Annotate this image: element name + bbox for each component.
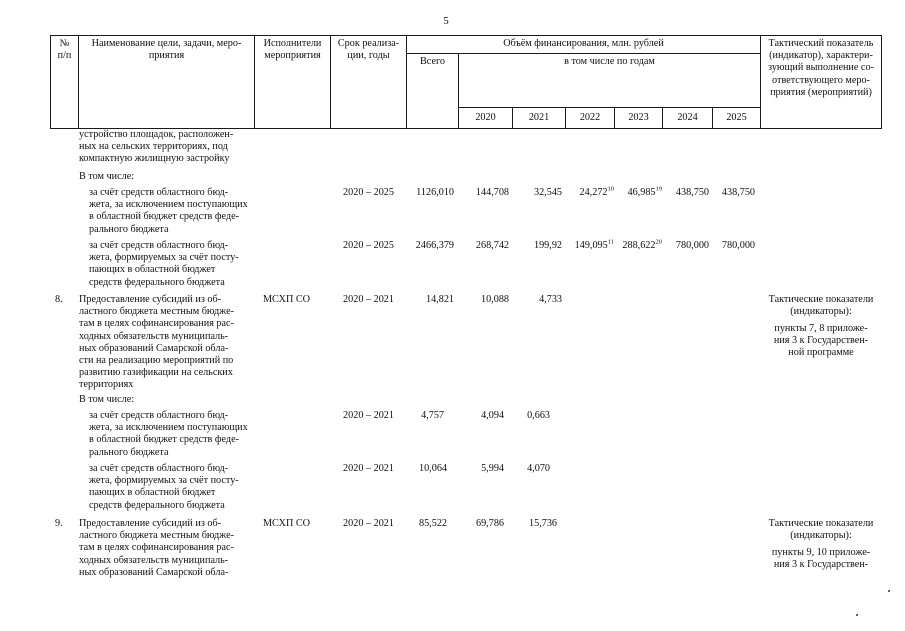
- header-year-2022: 2022: [579, 112, 601, 123]
- row-period: 2020 – 2025: [343, 187, 394, 198]
- row-2021: 15,736: [528, 518, 557, 529]
- header-num: № п/п: [57, 38, 72, 62]
- row-executor: МСХП СО: [263, 294, 311, 305]
- row-period: 2020 – 2025: [343, 240, 394, 251]
- row-total: 14,821: [425, 294, 454, 305]
- header-executors: Исполнители мероприятия: [263, 38, 322, 62]
- row-period: 2020 – 2021: [343, 294, 394, 305]
- row-name: за счёт средств областного бюд- жета, формируемых за счёт посту- пающих в областной бюджет средств федерального бюджета: [89, 240, 239, 288]
- scan-speck: [888, 590, 890, 592]
- header-by-years: в том числе по годам: [564, 56, 655, 67]
- row-name: за счёт средств областного бюд- жета, за исключением поступающих в областной бюджет средств феде- рального бюджета: [89, 410, 248, 458]
- row-executor: МСХП СО: [263, 518, 311, 529]
- row-2023: 46,985$^{19}$: [627, 185, 662, 198]
- row-2023: 288,622$^{20}$: [622, 238, 662, 251]
- row-total: 2466,379: [415, 240, 454, 251]
- header-total: Всего: [420, 56, 445, 67]
- row-total: 1126,010: [416, 187, 454, 198]
- r8-incl-label: В том числе:: [79, 394, 135, 405]
- row-2020: 4,094: [481, 410, 504, 421]
- row-2020: 10,088: [480, 294, 509, 305]
- header-period: Срок реализа- ции, годы: [337, 38, 400, 62]
- row-name: за счёт средств областного бюд- жета, формируемых за счёт посту- пающих в областной бюджет средств федерального бюджета: [89, 463, 239, 511]
- row-name: Предоставление субсидий из об- ластного бюджета местным бюдже- там в целях софинансирования рас- ходных обязательств муниципаль- ных образований Самарской обла-: [79, 518, 234, 578]
- row-name: за счёт средств областного бюд- жета, за исключением поступающих в областной бюджет средств феде- рального бюджета: [89, 187, 248, 235]
- header-financing: Объём финансирования, млн. рублей: [503, 38, 664, 49]
- row-indicator-text: пункты 7, 8 приложе- ния 3 к Государствен- ной программе: [773, 323, 869, 359]
- row-total: 10,064: [418, 463, 447, 474]
- row-indicator-title: Тактические показатели (индикаторы):: [768, 518, 874, 542]
- header-indicator: Тактический показатель (индикатор), характери- зующий выполнение со- ответствующего меро- приятия (мероприятий): [768, 38, 874, 98]
- row-2020: 144,708: [475, 187, 509, 198]
- row-2025: 438,750: [721, 187, 755, 198]
- page-number: 5: [443, 15, 449, 27]
- header-year-2021: 2021: [528, 112, 550, 123]
- row-2021: 0,663: [527, 410, 550, 421]
- row-2022: 24,272$^{10}$: [579, 185, 614, 198]
- cont-incl-label: В том числе:: [79, 171, 135, 182]
- row-period: 2020 – 2021: [343, 410, 394, 421]
- header-year-2024: 2024: [677, 112, 698, 123]
- row-total: 4,757: [421, 410, 444, 421]
- row-2020: 69,786: [475, 518, 504, 529]
- row-period: 2020 – 2021: [343, 518, 394, 529]
- row-2020: 5,994: [481, 463, 504, 474]
- header-year-2025: 2025: [726, 112, 747, 123]
- row-2021: 32,545: [533, 187, 562, 198]
- row-2021: 199,92: [533, 240, 562, 251]
- row-number: 8.: [55, 294, 63, 305]
- row-2024: 780,000: [675, 240, 709, 251]
- row-indicator-text: пункты 9, 10 приложе- ния 3 к Государствен-: [771, 547, 871, 571]
- header-year-2023: 2023: [628, 112, 649, 123]
- row-name: Предоставление субсидий из об- ластного бюджета местным бюдже- там в целях софинансирования рас- ходных обязательств муниципаль- ных образований Самарской обла- сти на реализацию мероприятий по развитию газификации на сельских территориях: [79, 294, 234, 391]
- row-2020: 268,742: [475, 240, 509, 251]
- header-year-2020: 2020: [475, 112, 496, 123]
- scan-speck: [856, 614, 858, 616]
- row-2021: 4,070: [527, 463, 550, 474]
- row-2022: 149,095$^{11}$: [574, 238, 614, 251]
- row-2025: 780,000: [721, 240, 755, 251]
- row-total: 85,522: [418, 518, 447, 529]
- row-period: 2020 – 2021: [343, 463, 394, 474]
- row-2024: 438,750: [675, 187, 709, 198]
- row-2021: 4,733: [539, 294, 562, 305]
- row-indicator-title: Тактические показатели (индикаторы):: [768, 294, 874, 318]
- row-number: 9.: [55, 518, 63, 529]
- cont-name: устройство площадок, расположен- ных на сельских территориях, под компактную жилищную застройку: [79, 129, 234, 165]
- header-name: Наименование цели, задачи, меро- приятия: [91, 38, 242, 62]
